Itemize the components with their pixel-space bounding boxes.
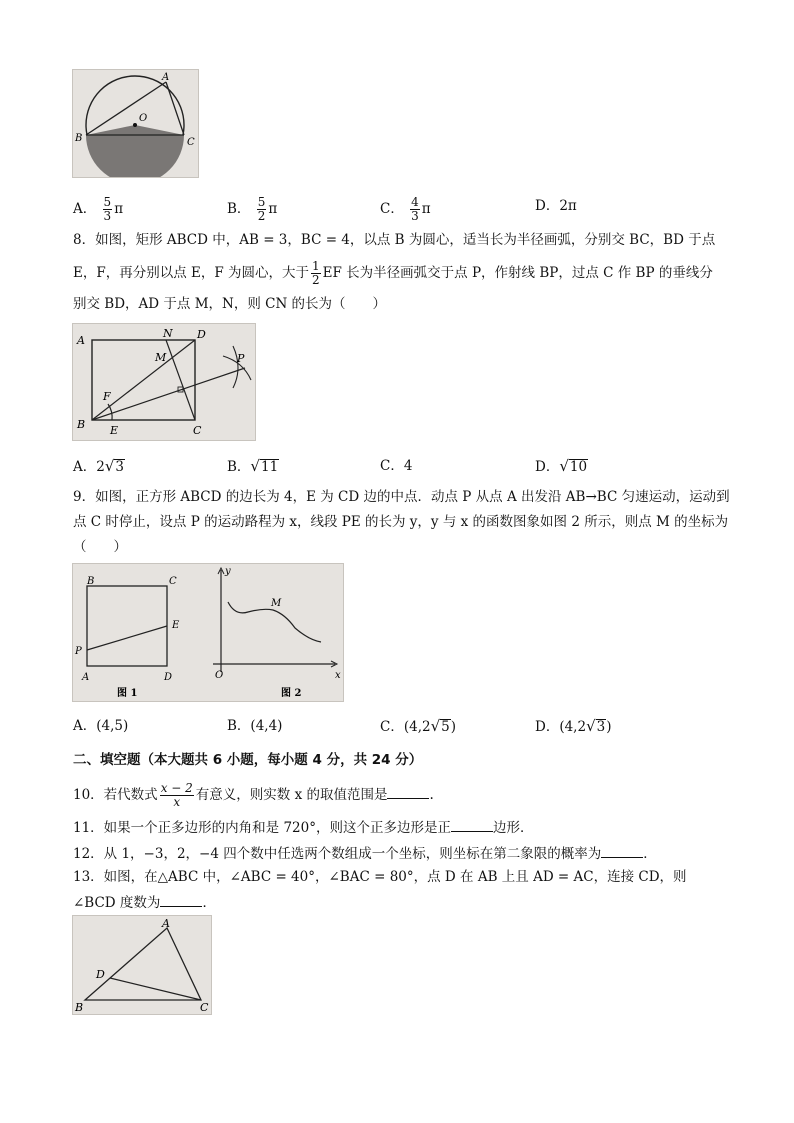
q8-label-a: A [77, 334, 85, 347]
q13-label-c: C [200, 1001, 209, 1014]
q8-label-p: P [237, 352, 245, 365]
q9-label-c: C [169, 576, 177, 587]
q11-answer-blank[interactable] [451, 817, 493, 832]
q7-option-a: A． $\frac{5}{3}$ π [73, 195, 124, 223]
q13-figure [72, 915, 212, 1015]
q9-label-y: y [225, 566, 231, 577]
q13-label-a: A [162, 917, 170, 930]
q9-label-o: O [215, 670, 224, 681]
q8-label-n: N [163, 327, 173, 340]
q13-line1: 13．如图，在△ABC 中，∠ABC = 40°，∠BAC = 80°，点 D 在 AB 上且 AD = AC，连接 CD，则 [73, 869, 687, 885]
q11-line: 11．如果一个正多边形的内角和是 720°，则这个正多边形是正 边形． [73, 817, 534, 838]
q7-label-c: C [187, 137, 195, 148]
q9-option-a: A．(4,5) [73, 718, 129, 734]
q13-label-b: B [75, 1001, 84, 1014]
q9-option-b: B．(4,4) [227, 718, 283, 734]
q9-label-e: E [172, 620, 180, 631]
q9-label-p: P [75, 646, 82, 657]
q9-option-d: D．(4,2√3) [535, 717, 612, 735]
q8-label-e: E [110, 424, 119, 437]
q7-option-d: D．2π [535, 198, 577, 214]
q9-label-b: B [87, 576, 95, 587]
q7-option-c: C． $\frac{4}{3}$ π [380, 195, 431, 223]
q9-figure [72, 563, 344, 702]
q13-line2: ∠BCD 度数为 ． [73, 892, 216, 913]
q9-fig2-caption: 图 2 [281, 688, 302, 699]
q8-label-d: D [197, 328, 206, 341]
q10-answer-blank[interactable] [387, 784, 429, 799]
q7-label-b: B [75, 133, 83, 144]
q13-answer-blank[interactable] [160, 892, 202, 907]
q8-label-f: F [103, 390, 111, 403]
q9-label-d: D [164, 672, 173, 683]
q10-line: 10．若代数式 $\frac{x - 2}{x}$ 有意义，则实数 x 的取值范围是 . [73, 781, 434, 809]
q8-line3: 别交 BD，AD 于点 M，N，则 CN 的长为（ ） [73, 296, 387, 312]
q8-option-c: C．4 [380, 458, 413, 474]
q13-label-d: D [96, 968, 105, 981]
q8-figure [72, 323, 256, 441]
q9-line2: 点 C 时停止，设点 P 的运动路程为 x，线段 PE 的长为 y，y 与 x 的函数图象如图 2 所示，则点 M 的坐标为 [73, 514, 729, 530]
q9-option-c: C．(4,2√5) [380, 717, 457, 735]
section2-heading: 二、填空题（本大题共 6 小题，每小题 4 分，共 24 分） [73, 752, 423, 768]
q7-option-b: B． $\frac{5}{2}$ π [227, 195, 278, 223]
q9-label-x: x [335, 670, 341, 681]
q9-label-m: M [271, 598, 282, 609]
q8-option-b: B．√11 [227, 457, 279, 475]
q7-label-a: A [162, 72, 170, 83]
q8-line2: E，F，再分别以点 E，F 为圆心，大于 $\frac{1}{2}$ EF 长为半径画弧交于点 P，作射线 BP，过点 C 作 BP 的垂线分 [73, 259, 713, 287]
q9-line1: 9．如图，正方形 ABCD 的边长为 4，E 为 CD 边的中点．动点 P 从点 A 出发沿 AB→BC 匀速运动，运动到 [73, 489, 730, 505]
q8-option-d: D．√10 [535, 457, 588, 475]
q8-label-c: C [193, 424, 202, 437]
q12-line: 12．从 1，−3，2，−4 四个数中任选两个数组成一个坐标，则坐标在第二象限的概率为 ． [73, 843, 657, 864]
q8-label-m: M [155, 351, 167, 364]
q12-answer-blank[interactable] [601, 843, 643, 858]
q8-option-a: A．2√3 [73, 457, 124, 475]
q7-label-o: O [139, 113, 148, 124]
q8-label-b: B [77, 418, 86, 431]
q9-line3: （ ） [73, 539, 127, 555]
q9-label-a: A [82, 672, 90, 683]
q8-line1: 8．如图，矩形 ABCD 中，AB = 3，BC = 4，以点 B 为圆心，适当长为半径画弧，分别交 BC，BD 于点 [73, 232, 716, 248]
q9-fig1-caption: 图 1 [117, 688, 138, 699]
q7-figure [72, 69, 199, 178]
